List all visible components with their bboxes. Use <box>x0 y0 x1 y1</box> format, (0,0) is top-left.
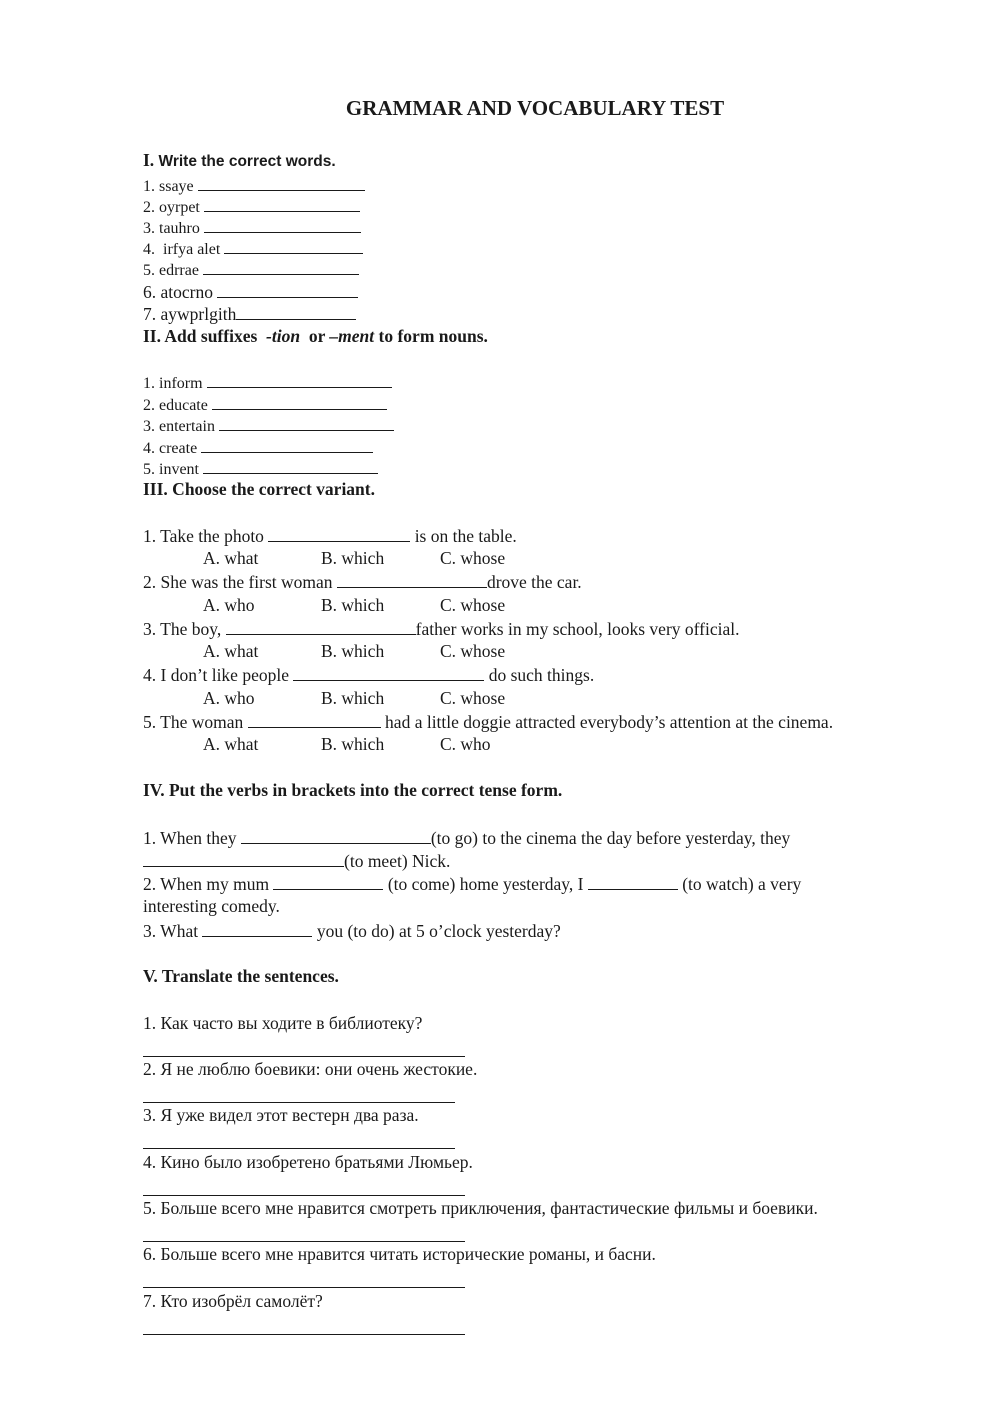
sentence-4: 4. Кино было изобретено братьями Люмьер. <box>143 1152 473 1172</box>
option-a[interactable]: A. what <box>203 734 259 754</box>
word-item-7: 7. aywprlgith <box>143 305 356 324</box>
noun-item-2: 2. educate <box>143 395 387 414</box>
answer-blank[interactable] <box>203 260 359 275</box>
answer-blank[interactable] <box>236 305 356 320</box>
tense-line-2: (to meet) Nick. <box>143 852 450 871</box>
translation-line[interactable] <box>143 1102 455 1103</box>
option-a[interactable]: A. what <box>203 641 259 661</box>
option-a[interactable]: A. who <box>203 688 255 708</box>
word-item-2: 2. oyrpet <box>143 197 360 216</box>
option-c[interactable]: C. whose <box>440 595 506 615</box>
tense-line-5: 3. What you (to do) at 5 o’clock yesterday? <box>143 921 561 941</box>
answer-blank[interactable] <box>241 829 431 844</box>
question-3: 3. The boy, father works in my school, looks very official. <box>143 619 740 639</box>
section-1-roman: I. <box>143 150 155 170</box>
question-2: 2. She was the first woman drove the car. <box>143 572 582 592</box>
option-b[interactable]: B. which <box>321 734 385 754</box>
answer-blank[interactable] <box>207 373 392 388</box>
option-b[interactable]: B. which <box>321 548 385 568</box>
answer-blank[interactable] <box>217 283 358 298</box>
option-a[interactable]: A. who <box>203 595 255 615</box>
translation-line[interactable] <box>143 1148 455 1149</box>
section-3-heading: III. Choose the correct variant. <box>143 479 375 499</box>
translation-line[interactable] <box>143 1056 465 1057</box>
question-4: 4. I don’t like people do such things. <box>143 665 595 685</box>
answer-blank[interactable] <box>201 438 373 453</box>
section-1-title: Write the correct words. <box>154 153 336 170</box>
section-2-heading: II. Add suffixes -tion or –ment to form nouns. <box>143 326 488 346</box>
answer-blank[interactable] <box>143 852 344 867</box>
sentence-7: 7. Кто изобрёл самолёт? <box>143 1291 323 1311</box>
word-item-1: 1. ssaye <box>143 176 365 195</box>
answer-blank[interactable] <box>337 573 487 588</box>
option-c[interactable]: C. whose <box>440 548 506 568</box>
answer-blank[interactable] <box>293 666 484 681</box>
suffix-ment: –ment <box>329 326 375 346</box>
answer-blank[interactable] <box>202 922 312 937</box>
option-c[interactable]: C. whose <box>440 641 506 661</box>
option-b[interactable]: B. which <box>321 688 385 708</box>
word-item-3: 3. tauhro <box>143 218 361 237</box>
answer-blank[interactable] <box>588 875 678 890</box>
word-item-6: 6. atocrno <box>143 283 358 302</box>
noun-item-5: 5. invent <box>143 459 378 478</box>
answer-blank[interactable] <box>248 713 381 728</box>
answer-blank[interactable] <box>224 239 363 254</box>
section-5-heading: V. Translate the sentences. <box>143 966 339 986</box>
translation-line[interactable] <box>143 1334 465 1335</box>
tense-line-4: interesting comedy. <box>143 896 280 916</box>
translation-line[interactable] <box>143 1195 465 1196</box>
tense-line-1: 1. When they (to go) to the cinema the day before yesterday, they <box>143 828 791 848</box>
translation-line[interactable] <box>143 1287 465 1288</box>
answer-blank[interactable] <box>204 218 361 233</box>
page-title: GRAMMAR AND VOCABULARY TEST <box>345 96 725 120</box>
answer-blank[interactable] <box>226 620 416 635</box>
word-item-5: 5. edrrae <box>143 260 359 279</box>
question-1: 1. Take the photo is on the table. <box>143 526 517 546</box>
section-4-heading: IV. Put the verbs in brackets into the correct tense form. <box>143 780 563 800</box>
answer-blank[interactable] <box>212 395 387 410</box>
answer-blank[interactable] <box>268 527 410 542</box>
sentence-3: 3. Я уже видел этот вестерн два раза. <box>143 1105 419 1125</box>
sentence-5: 5. Больше всего мне нравится смотреть приключения, фантастические фильмы и боевики. <box>143 1198 818 1218</box>
answer-blank[interactable] <box>203 459 378 474</box>
suffix-tion: -tion <box>266 326 301 346</box>
sentence-1: 1. Как часто вы ходите в библиотеку? <box>143 1013 423 1033</box>
answer-blank[interactable] <box>219 416 394 431</box>
option-a[interactable]: A. what <box>203 548 259 568</box>
sentence-2: 2. Я не люблю боевики: они очень жестокие. <box>143 1059 478 1079</box>
answer-blank[interactable] <box>204 197 360 212</box>
option-c[interactable]: C. who <box>440 734 491 754</box>
option-b[interactable]: B. which <box>321 595 385 615</box>
noun-item-3: 3. entertain <box>143 416 394 435</box>
noun-item-1: 1. inform <box>143 373 392 392</box>
answer-blank[interactable] <box>273 875 383 890</box>
section-1-heading <box>143 152 336 170</box>
option-c[interactable]: C. whose <box>440 688 506 708</box>
tense-line-3: 2. When my mum (to come) home yesterday, I (to watch) a very <box>143 874 802 894</box>
option-b[interactable]: B. which <box>321 641 385 661</box>
answer-blank[interactable] <box>198 176 365 191</box>
word-item-4: 4. irfya alet <box>143 239 363 258</box>
noun-item-4: 4. create <box>143 438 373 457</box>
translation-line[interactable] <box>143 1241 465 1242</box>
question-5: 5. The woman had a little doggie attracted everybody’s attention at the cinema. <box>143 712 834 732</box>
sentence-6: 6. Больше всего мне нравится читать исторические романы, и басни. <box>143 1244 656 1264</box>
